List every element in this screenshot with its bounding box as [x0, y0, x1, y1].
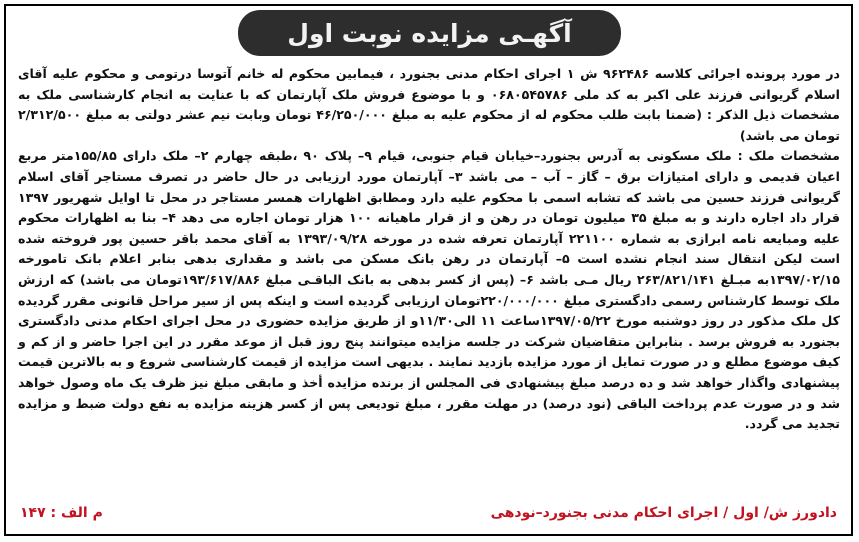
notice-title-banner	[238, 10, 621, 56]
notice-signature: دادورز ش/ اول / اجرای احکام مدنی بجنورد–نودهی	[490, 505, 837, 521]
notice-title: آگهـی مزایده نوبت اول	[287, 18, 572, 48]
notice-frame	[4, 4, 853, 536]
notice-reference-number: م الف : ۱۴۷	[20, 505, 103, 521]
notice-body	[18, 64, 840, 435]
notice-footer	[20, 500, 837, 526]
notice-paragraph-details: مشخصات ملک : ملک مسکونی به آدرس بجنورد–خیابان قیام جنوبی، قیام ۹– پلاک ۹۰ ،طبقه چهارم ۲– ملک دارای ۱۵۵/۸۵متر مربع اعیان قدیمی و دارای امتیازات برق – گاز – آب – می باشد ۳– آپارتمان مورد ارزیابی در حال حاضر در تصرف مستاجر آقای اسلام گریوانی فرزند حسین می باشد که تشابه اسمی با محکوم علیه دارد ومطابق اظهارات همسر مستاجر در محل تا اوایل شهریور ۱۳۹۷ قرار داد اجاره دارند و به مبلغ ۳۵ میلیون تومان در رهن و از قرار ماهیانه ۱۰۰ هزار تومان اجاره می دهد ۴– بنا به اظهارات محکوم علیه ومبایعه نامه ابرازی به شماره ۲۲۱۱۰۰ آپارتمان تعرفه شده در مورخه ۱۳۹۳/۰۹/۲۸ به آقای محمد باقر حسین پور فروخته شده است لیکن انتقال سند انجام نشده است ۵– آپارتمان در رهن بانک مسکن می باشد و مقداری بدهی بنابر اعلام بانک تامورخه ۱۳۹۷/۰۲/۱۵به مبـلغ ۲۶۳/۸۲۱/۱۴۱ ریال مـی باشد ۶– (پس از کسر بدهی به بانک الباقـی مبلغ ۱۹۳/۶۱۷/۸۸۶تومان می باشد) که ارزش ملک توسط کارشناس رسمی دادگستری مبلغ ۲۲۰/۰۰۰/۰۰۰تومان ارزیابی گردیده است و اینکه پس از سیر مراحل قانونی مقرر گردیده کل ملک مذکور در روز دوشنبه مورخ ۱۳۹۷/۰۵/۲۲ساعت ۱۱ الی۱۱/۳۰و از طریق مزایده حضوری در محل اجرای احکام مدنی دادگستری بجنورد به فروش برسد . بنابراین متقاضیان شرکت در جلسه مزایده میتوانند پنج روز قبل از موعد مقرر در این اجرا حاضر و از کم و کیف موضوع مطلع و در صورت تمایل از مورد مزایده بازدید نمایند . بدیهی است مزایده از قیمت کارشناسی شروع و به بالاترین قیمت پیشنهادی واگذار خواهد شد و ده درصد مبلغ پیشنهادی فی المجلس از برنده مزایده أخذ و مابقی مبلغ نیز ظرف یک ماه وصول خواهد شد و در صورت عدم پرداخت الباقی (نود درصد) در مهلت مقرر ، مبلغ تودیعی پس از کسر هزینه مزایده به نفع دولت ضبط و مزایده تجدید می گردد.	[18, 148, 841, 432]
notice-paragraph-intro: در مورد پرونده اجرائی کلاسه ۹۶۲۴۸۶ ش ۱ اجرای احکام مدنی بجنورد ، فیمابین محکوم له خانم آتوسا درتومی و محکوم علیه آقای اسلام گریوانی فرزند علی اکبر به کد ملی ۰۶۸۰۵۴۵۷۸۶ و با موضوع فروش ملک آپارتمان که با عنایت به انجام کارشناسی ملک به مشخصات ذیل الذکر : (ضمنا بابت طلب محکوم له از محکوم علیه به مبلغ ۴۶/۲۵۰/۰۰۰ تومان وبابت نیم عشر دولتی به مبلغ ۲/۳۱۲/۵۰۰ تومان می باشد)	[18, 66, 840, 143]
